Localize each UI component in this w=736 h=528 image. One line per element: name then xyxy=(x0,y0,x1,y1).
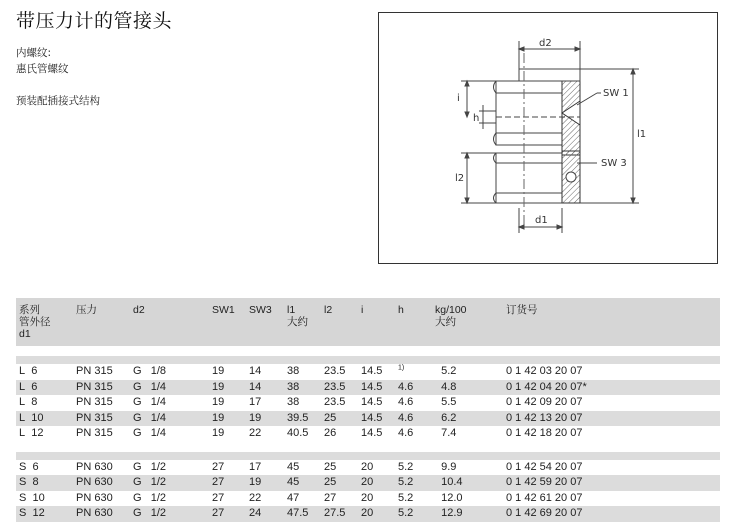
table-row xyxy=(16,395,720,411)
cell-series: L 8 xyxy=(19,396,38,408)
label-l1: l1 xyxy=(637,129,647,140)
cell-d2: G 1/4 xyxy=(133,427,167,439)
cell-l2: 23.5 xyxy=(324,365,346,377)
header-weight: kg/100 大约 xyxy=(432,298,503,346)
cell-order-number: 0 1 42 69 20 07 xyxy=(503,506,720,522)
cell-weight: 9.9 xyxy=(441,460,457,473)
cell-sw1: 27 xyxy=(212,491,225,504)
table-row xyxy=(16,364,720,380)
cell-h: 4.6 xyxy=(398,396,414,408)
cell-pressure: PN 630 xyxy=(73,475,130,491)
label-l2: l2 xyxy=(455,173,465,184)
cell-h: 4.6 xyxy=(395,380,432,396)
cell-h: 4.6 xyxy=(395,411,432,427)
cell-pressure: PN 315 xyxy=(76,365,113,377)
cell-l1: 38 xyxy=(287,365,300,377)
cell-i: 14.5 xyxy=(361,427,383,439)
cell-h: 5.2 xyxy=(398,460,414,473)
cell-h: 4.6 xyxy=(398,427,414,439)
cell-d2: G 1/2 xyxy=(133,460,167,473)
label-d2: d2 xyxy=(539,38,552,49)
cell-weight: 5.2 xyxy=(441,365,457,377)
cell-d2: G 1/2 xyxy=(130,475,209,491)
cell-series: L 12 xyxy=(19,427,44,439)
cell-i: 14.5 xyxy=(358,411,395,427)
cell-pressure: PN 630 xyxy=(73,506,130,522)
cell-i: 20 xyxy=(361,491,374,504)
cell-sw3: 17 xyxy=(249,396,262,408)
spacer-row xyxy=(16,442,720,452)
label-sw1: SW 1 xyxy=(603,88,629,99)
label-h: h xyxy=(473,113,480,124)
technical-drawing xyxy=(378,12,718,264)
cell-sw1: 19 xyxy=(212,365,225,377)
header-h: h xyxy=(395,298,432,346)
cell-sw3: 22 xyxy=(249,427,262,439)
cell-series: S 12 xyxy=(16,506,73,522)
cell-l2: 23.5 xyxy=(321,380,358,396)
cell-series: L 10 xyxy=(16,411,73,427)
label-i: i xyxy=(457,93,460,104)
cell-sw1: 19 xyxy=(209,411,246,427)
cell-h: 1) xyxy=(398,364,405,372)
cell-weight: 6.2 xyxy=(432,411,503,427)
cell-l1: 45 xyxy=(287,460,300,473)
cell-weight: 12.9 xyxy=(432,506,503,522)
cell-sw3: 19 xyxy=(246,411,284,427)
table-row xyxy=(16,426,720,442)
description-assembly: 预装配插接式结构 xyxy=(16,95,100,107)
label-sw3: SW 3 xyxy=(601,158,627,169)
cell-i: 20 xyxy=(358,506,395,522)
cell-sw1: 19 xyxy=(209,380,246,396)
cell-l1: 47 xyxy=(287,491,300,504)
table-row xyxy=(16,491,720,507)
cell-h: 5.2 xyxy=(395,475,432,491)
separator-row xyxy=(16,452,720,460)
table-row xyxy=(16,380,720,396)
table-header xyxy=(16,298,720,346)
cell-sw3: 14 xyxy=(246,380,284,396)
cell-sw3: 14 xyxy=(249,365,262,377)
cell-i: 14.5 xyxy=(361,396,383,408)
cell-l2: 25 xyxy=(324,460,337,473)
cell-weight: 12.0 xyxy=(441,491,463,504)
header-l1: l1 大约 xyxy=(284,298,321,346)
cell-pressure: PN 315 xyxy=(73,411,130,427)
cell-series: L 6 xyxy=(16,380,73,396)
cell-i: 20 xyxy=(358,475,395,491)
cell-order-number: 0 1 42 54 20 07 xyxy=(506,460,583,473)
lower-nut xyxy=(494,151,581,203)
cell-d2: G 1/4 xyxy=(130,380,209,396)
cell-d2: G 1/8 xyxy=(133,365,167,377)
cell-sw1: 27 xyxy=(209,506,246,522)
cell-l2: 23.5 xyxy=(324,396,346,408)
cell-series: L 6 xyxy=(19,365,38,377)
spacer-row xyxy=(16,346,720,356)
cell-l1: 38 xyxy=(284,380,321,396)
cell-series: S 6 xyxy=(19,460,39,473)
cell-pressure: PN 630 xyxy=(76,491,113,504)
table-row xyxy=(16,411,720,427)
description-thread-standard: 惠氏管螺纹 xyxy=(16,63,69,75)
cell-pressure: PN 315 xyxy=(76,427,113,439)
cell-series: S 10 xyxy=(19,491,45,504)
cell-i: 20 xyxy=(361,460,374,473)
header-l2: l2 xyxy=(321,298,358,346)
cell-weight: 10.4 xyxy=(432,475,503,491)
cell-h: 5.2 xyxy=(395,506,432,522)
cell-l2: 25 xyxy=(321,411,358,427)
cell-series: S 8 xyxy=(16,475,73,491)
header-sw1: SW1 xyxy=(209,298,246,346)
cell-weight: 7.4 xyxy=(441,427,457,439)
header-i: i xyxy=(358,298,395,346)
cell-sw3: 24 xyxy=(246,506,284,522)
cell-order-number: 0 1 42 03 20 07 xyxy=(506,365,583,377)
header-sw3: SW3 xyxy=(246,298,284,346)
cell-sw1: 19 xyxy=(212,396,225,408)
cell-order-number: 0 1 42 59 20 07 xyxy=(503,475,720,491)
cell-l1: 45 xyxy=(284,475,321,491)
table-row xyxy=(16,460,720,476)
header-d2: d2 xyxy=(130,298,209,346)
cell-d2: G 1/2 xyxy=(133,491,167,504)
cell-l2: 25 xyxy=(321,475,358,491)
cell-l1: 47.5 xyxy=(284,506,321,522)
header-order-number: 订货号 xyxy=(503,298,720,346)
cell-weight: 5.5 xyxy=(441,396,457,408)
table-row xyxy=(16,506,720,522)
cell-l2: 27.5 xyxy=(321,506,358,522)
cell-d2: G 1/4 xyxy=(130,411,209,427)
cell-sw1: 27 xyxy=(212,460,225,473)
fitting-drawing-svg xyxy=(379,13,717,263)
cell-h: 5.2 xyxy=(398,491,414,504)
cell-d2: G 1/2 xyxy=(130,506,209,522)
description-thread-type: 内螺纹: xyxy=(16,47,52,59)
cell-l1: 40.5 xyxy=(287,427,309,439)
cell-order-number: 0 1 42 61 20 07 xyxy=(506,491,583,504)
label-d1: d1 xyxy=(535,215,548,226)
cell-order-number: 0 1 42 09 20 07 xyxy=(506,396,583,408)
page-title: 带压力计的管接头 xyxy=(16,10,173,32)
cell-sw3: 17 xyxy=(249,460,262,473)
upper-nut xyxy=(494,81,563,145)
cell-l1: 39.5 xyxy=(284,411,321,427)
table-row xyxy=(16,475,720,491)
description xyxy=(16,45,100,109)
cell-order-number: 0 1 42 04 20 07* xyxy=(503,380,720,396)
cell-order-number: 0 1 42 13 20 07 xyxy=(503,411,720,427)
cell-pressure: PN 315 xyxy=(73,380,130,396)
cell-sw3: 19 xyxy=(246,475,284,491)
cell-i: 14.5 xyxy=(358,380,395,396)
table-body xyxy=(16,346,720,522)
cell-weight: 4.8 xyxy=(432,380,503,396)
separator-row xyxy=(16,356,720,364)
header-pressure: 压力 xyxy=(73,298,130,346)
cell-l2: 27 xyxy=(324,491,337,504)
cell-pressure: PN 315 xyxy=(76,396,113,408)
cell-order-number: 0 1 42 18 20 07 xyxy=(506,427,583,439)
cell-d2: G 1/4 xyxy=(133,396,167,408)
cell-sw1: 19 xyxy=(212,427,225,439)
cell-l2: 26 xyxy=(324,427,337,439)
cell-sw3: 22 xyxy=(249,491,262,504)
cell-l1: 38 xyxy=(287,396,300,408)
spec-table xyxy=(16,298,720,522)
cell-pressure: PN 630 xyxy=(76,460,113,473)
cell-i: 14.5 xyxy=(361,365,383,377)
cell-sw1: 27 xyxy=(209,475,246,491)
header-series: 系列 管外径 d1 xyxy=(16,298,73,346)
